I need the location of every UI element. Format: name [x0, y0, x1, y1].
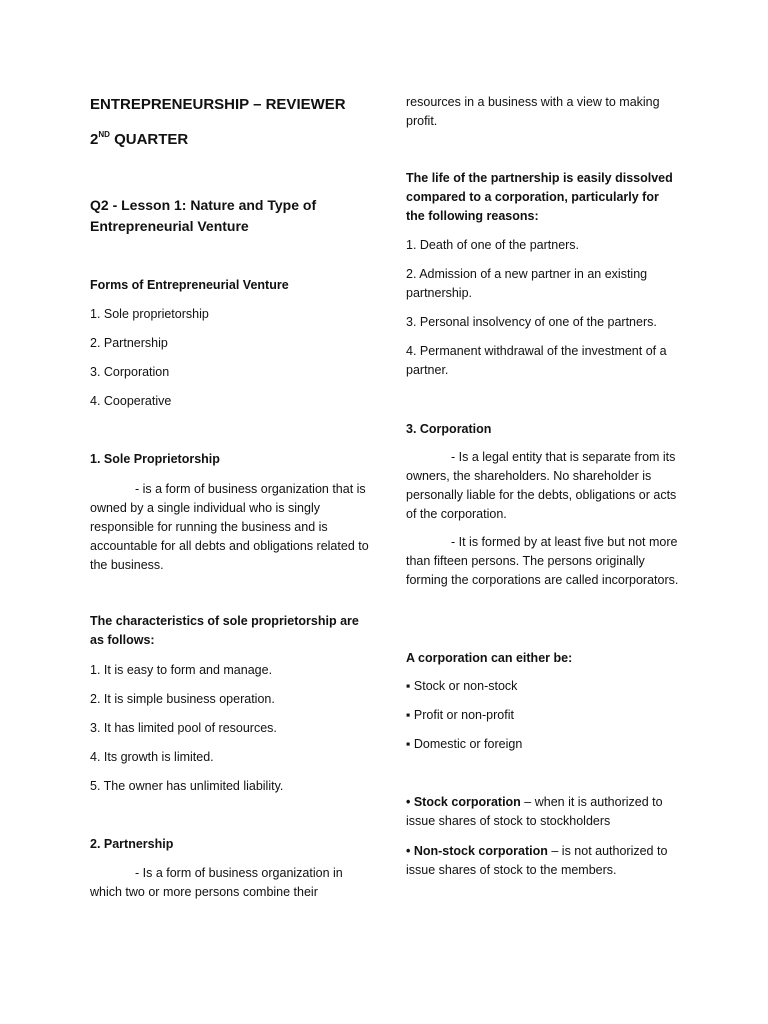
partnership-continued: resources in a business with a view to making profit.: [406, 95, 660, 128]
corporation-formation: - It is formed by at least five but not more than fifteen persons. The persons originally forming the corporations are called incorporators.: [406, 535, 679, 587]
forms-item: 3. Corporation: [90, 365, 170, 379]
corporation-kind-item: ▪ Profit or non-profit: [406, 708, 514, 722]
reason-item: 3. Personal insolvency of one of the partners.: [406, 315, 657, 329]
nonstock-corporation-term: • Non-stock corporation: [406, 844, 548, 858]
sole-definition: - is a form of business organization that is owned by a single individual who is singly responsible for running the business and is accountable for all debts and obligations related to the business.: [90, 482, 369, 572]
reason-item: 2. Admission of a new partner in an existing partnership.: [406, 267, 648, 300]
reason-item: 4. Permanent withdrawal of the investment of a partner.: [406, 344, 667, 377]
forms-item: 1. Sole proprietorship: [90, 307, 209, 321]
quarter-number: 2: [90, 131, 99, 148]
partnership-definition: - Is a form of business organization in which two or more persons combine their: [90, 866, 343, 899]
quarter-text: QUARTER: [109, 131, 189, 148]
characteristic-item: 2. It is simple business operation.: [90, 692, 275, 706]
characteristic-item: 4. Its growth is limited.: [90, 750, 214, 764]
forms-item: 4. Cooperative: [90, 394, 172, 408]
dissolve-heading: The life of the partnership is easily dissolved compared to a corporation, particularly for the following reasons:: [406, 171, 673, 223]
quarter-superscript: ND: [98, 130, 110, 139]
lesson-title: Q2 - Lesson 1: Nature and Type of Entrepreneurial Venture: [90, 197, 317, 234]
corporation-kinds-heading: A corporation can either be:: [406, 651, 573, 665]
corporation-definition: - Is a legal entity that is separate from its owners, the shareholders. No shareholder is personally liable for the debts, obligations or acts of the corporation.: [406, 450, 677, 521]
document-title: ENTREPRENEURSHIP – REVIEWER: [90, 96, 346, 113]
corporation-heading: 3. Corporation: [406, 422, 492, 436]
sole-heading: 1. Sole Proprietorship: [90, 452, 220, 466]
partnership-heading: 2. Partnership: [90, 837, 174, 851]
quarter-heading: [90, 130, 370, 150]
stock-corporation-item: [406, 793, 681, 831]
characteristics-heading: The characteristics of sole proprietorship are as follows:: [90, 614, 359, 647]
forms-item: 2. Partnership: [90, 336, 168, 350]
reason-item: 1. Death of one of the partners.: [406, 238, 580, 252]
forms-heading: Forms of Entrepreneurial Venture: [90, 278, 289, 292]
stock-corporation-term: • Stock corporation: [406, 795, 521, 809]
characteristic-item: 5. The owner has unlimited liability.: [90, 779, 284, 793]
nonstock-corporation-item: [406, 842, 681, 880]
characteristic-item: 1. It is easy to form and manage.: [90, 663, 273, 677]
nonstock-corporation-desc: – is not authorized to issue shares of stock to the members.: [406, 844, 668, 877]
stock-corporation-desc: – when it is authorized to issue shares of stock to stockholders: [406, 795, 663, 828]
corporation-kind-item: ▪ Stock or non-stock: [406, 679, 518, 693]
characteristic-item: 3. It has limited pool of resources.: [90, 721, 277, 735]
corporation-kind-item: ▪ Domestic or foreign: [406, 737, 523, 751]
